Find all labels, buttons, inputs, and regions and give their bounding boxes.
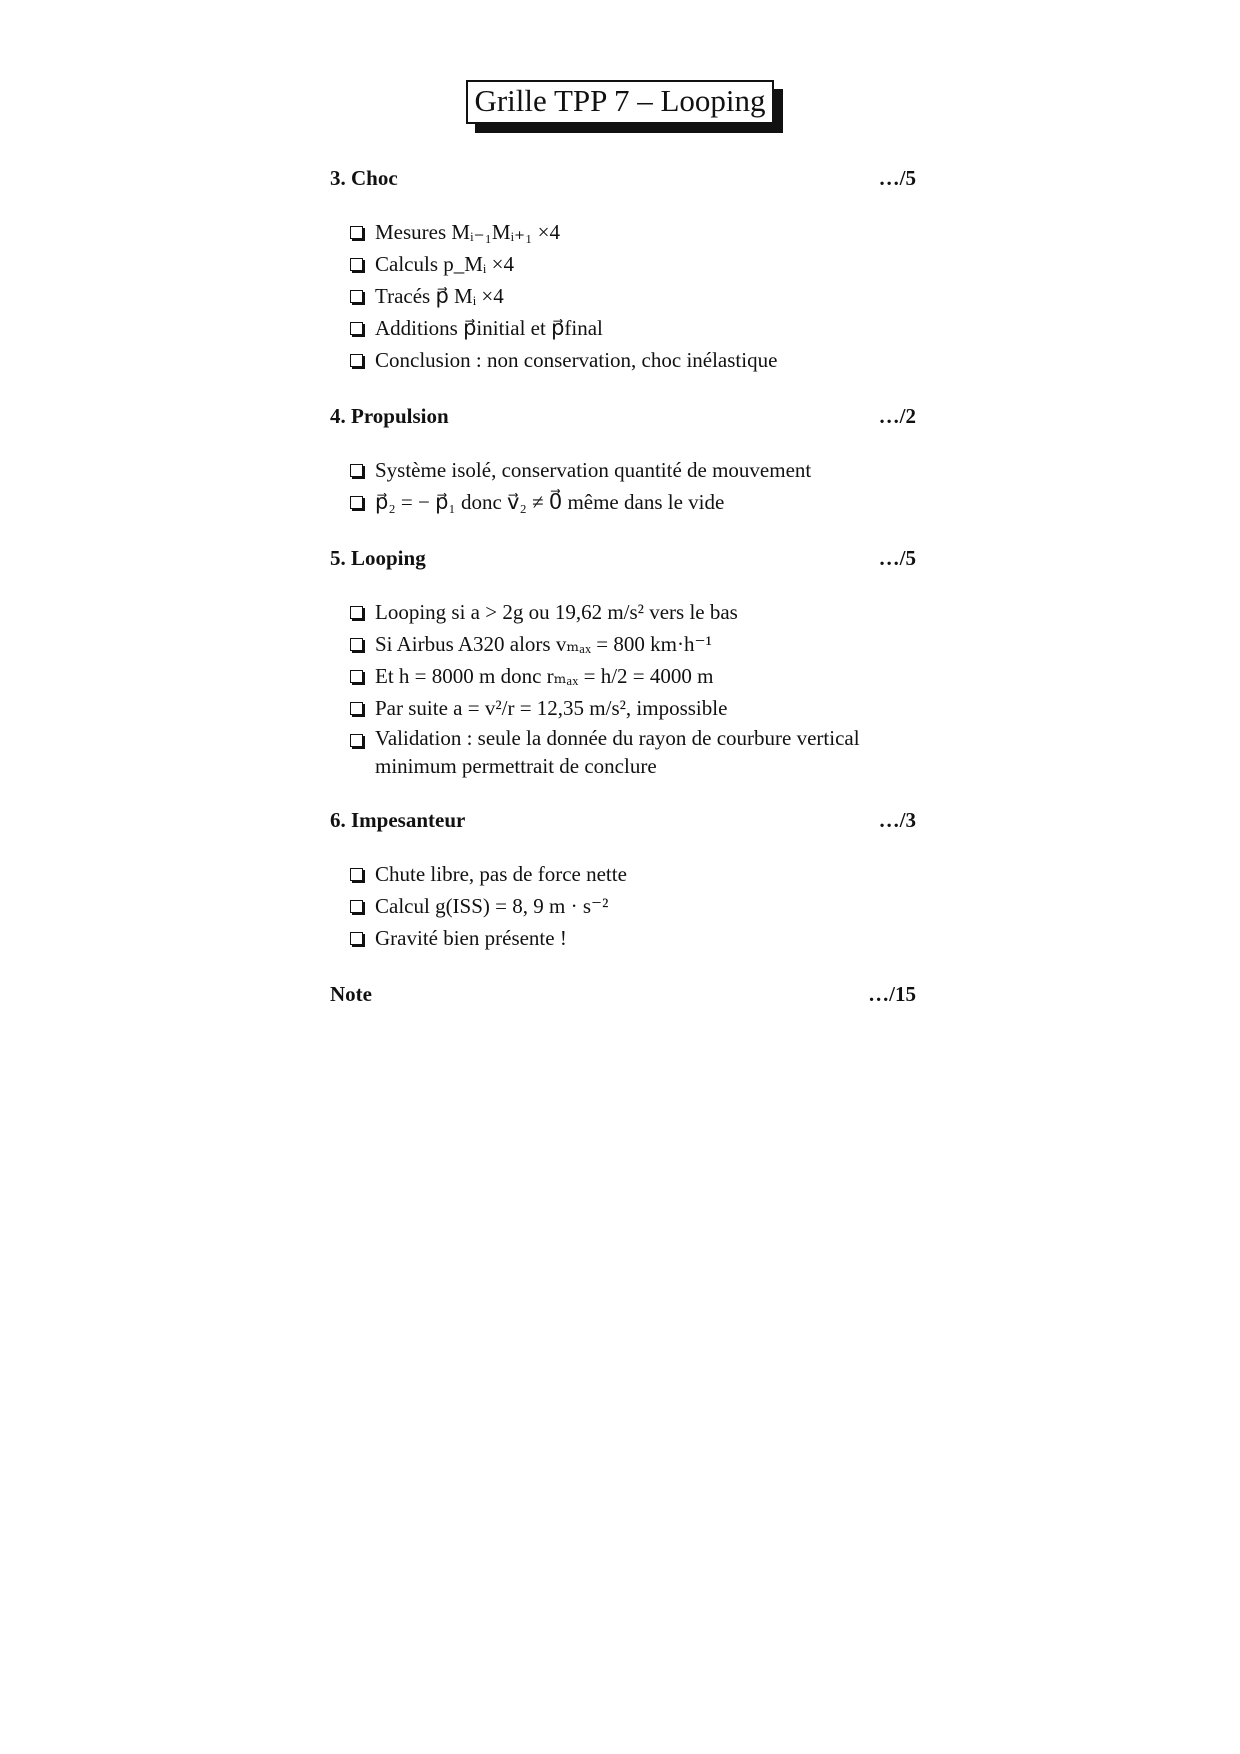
checklist-item-text: Système isolé, conservation quantité de mouvement	[375, 458, 812, 482]
note-score: …/15	[868, 982, 916, 1006]
section-title: 3. Choc	[330, 166, 398, 190]
section-header	[330, 544, 916, 572]
total-note	[330, 980, 916, 1008]
checklist-item	[350, 280, 916, 312]
checklist-item-text: Tracés p⃗ Mᵢ ×4	[375, 284, 504, 308]
checklist	[330, 596, 916, 780]
checkbox[interactable]	[350, 290, 363, 303]
checklist	[330, 216, 916, 376]
checkbox[interactable]	[350, 322, 363, 335]
checklist-item	[350, 344, 916, 376]
section-looping	[330, 544, 916, 780]
checklist-item	[350, 596, 916, 628]
checklist-item	[350, 922, 916, 954]
checkbox[interactable]	[350, 464, 363, 477]
checkbox[interactable]	[350, 606, 363, 619]
section-score: …/5	[878, 166, 916, 190]
checkbox[interactable]	[350, 734, 363, 747]
checkbox[interactable]	[350, 258, 363, 271]
checkbox[interactable]	[350, 670, 363, 683]
checklist-item-text: Mesures Mᵢ₋₁Mᵢ₊₁ ×4	[375, 220, 561, 244]
section-header	[330, 402, 916, 430]
checklist	[330, 858, 916, 954]
checklist-item	[350, 890, 916, 922]
section-title: 6. Impesanteur	[330, 808, 466, 832]
checkbox[interactable]	[350, 354, 363, 367]
checklist	[330, 454, 916, 518]
checkbox[interactable]	[350, 868, 363, 881]
checkbox[interactable]	[350, 226, 363, 239]
checklist-item	[350, 724, 916, 780]
checklist-item	[350, 216, 916, 248]
checklist-item	[350, 312, 916, 344]
checkbox[interactable]	[350, 702, 363, 715]
checklist-item-text: Et h = 8000 m donc rₘₐₓ = h/2 = 4000 m	[375, 664, 714, 688]
checklist-item	[350, 628, 916, 660]
title-wrap	[0, 80, 1240, 124]
section-score: …/3	[878, 808, 916, 832]
checklist-item-text: Looping si a > 2g ou 19,62 m/s² vers le bas	[375, 600, 738, 624]
section-choc	[330, 164, 916, 376]
checklist-item-text: Chute libre, pas de force nette	[375, 862, 627, 886]
checklist-item	[350, 454, 916, 486]
section-header	[330, 164, 916, 192]
checkbox[interactable]	[350, 932, 363, 945]
checklist-item-text: Gravité bien présente !	[375, 926, 567, 950]
section-title: 4. Propulsion	[330, 404, 449, 428]
checklist-item-text: Calcul g(ISS) = 8, 9 m · s⁻²	[375, 894, 609, 918]
section-impesanteur	[330, 806, 916, 954]
checklist-item	[350, 660, 916, 692]
checklist-item	[350, 248, 916, 280]
section-propulsion	[330, 402, 916, 518]
checklist-item-text: Par suite a = v²/r = 12,35 m/s², impossible	[375, 696, 728, 720]
checklist-item-text: Calculs p_Mᵢ ×4	[375, 252, 514, 276]
checklist-item-text: Si Airbus A320 alors vₘₐₓ = 800 km·h⁻¹	[375, 632, 712, 656]
checkbox[interactable]	[350, 900, 363, 913]
checklist-item-text: Conclusion : non conservation, choc inélastique	[375, 348, 778, 372]
checklist-item-text: Additions p⃗initial et p⃗final	[375, 316, 603, 340]
checklist-item	[350, 486, 916, 518]
note-label: Note	[330, 982, 372, 1006]
section-title: 5. Looping	[330, 546, 426, 570]
checklist-item-text: p⃗₂ = − p⃗₁ donc v⃗₂ ≠ 0⃗ même dans le vide	[375, 490, 725, 514]
checklist-item	[350, 858, 916, 890]
section-score: …/5	[878, 546, 916, 570]
page-title: Grille TPP 7 – Looping	[466, 80, 773, 124]
section-score: …/2	[878, 404, 916, 428]
checkbox[interactable]	[350, 496, 363, 509]
checklist-item	[350, 692, 916, 724]
checkbox[interactable]	[350, 638, 363, 651]
section-header	[330, 806, 916, 834]
grading-grid	[330, 164, 916, 1008]
checklist-item-text: Validation : seule la donnée du rayon de courbure vertical minimum permettrait de conclure	[375, 726, 860, 778]
